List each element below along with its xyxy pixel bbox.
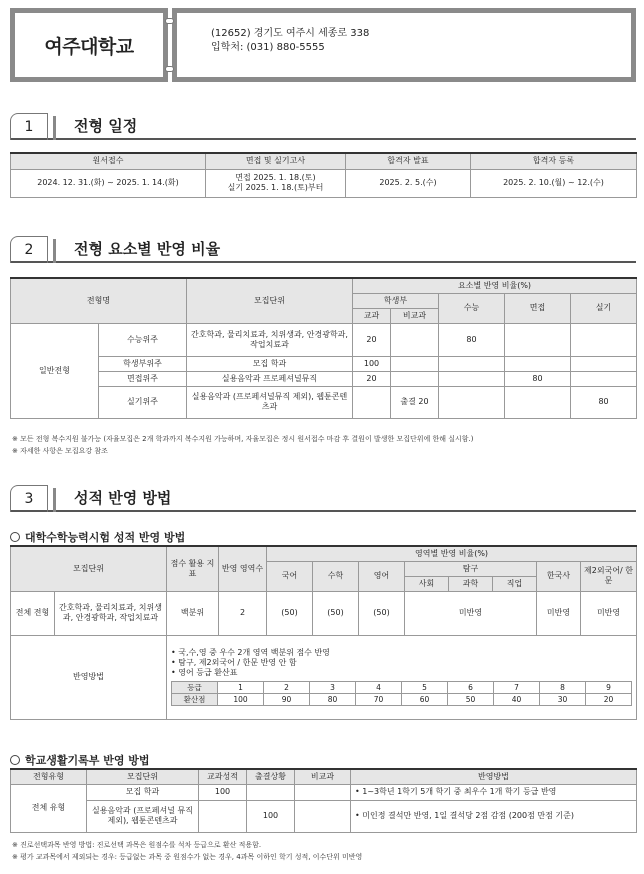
- section-1-heading: [10, 110, 636, 140]
- note: ※ 모든 전형 복수지원 불가능 (자율모집은 2개 학과까지 복수지원 가능하며, 자율모집은 정시 원서접수 마감 후 결원이 발생한 모집단위에 한해 실시함.): [12, 435, 474, 443]
- record-table: 전형유형 모집단위 교과성적 출결상황 비교과 반영방법 전체 유형 모집 학과 100 • 1~3학년 1학기 5개 학기 중 최우수 1개 학기 등급 반영 실용음악과 (프로페셔널 뮤직 제외), 웹툰콘텐츠과 100 • 미인정 결석만 반영, 1일 결석당 2점 감점 (200점 만점 기준): [10, 768, 637, 833]
- circle-bullet-icon: [10, 755, 20, 765]
- section-2-heading: [10, 233, 636, 263]
- ratio-table: [10, 277, 637, 419]
- section-number: 3: [10, 485, 48, 512]
- address: (12652) 경기도 여주시 세종로 338: [211, 28, 370, 39]
- csat-subheading: 대학수학능력시험 성적 반영 방법: [10, 529, 185, 545]
- th-csat: 수능: [439, 293, 505, 323]
- interview-dates: 면접 2025. 1. 18.(토) 실기 2025. 1. 18.(토)부터: [206, 169, 346, 197]
- note: ※ 진로선택과목 반영 방법: 진로선택 과목은 원점수를 석차 등급으로 환산 적용함.: [12, 841, 262, 849]
- english-grade-table: 등급 1 2 3 4 5 6 7 8 9 환산점 100 90 80 70 60 50 40 30 20: [171, 681, 632, 706]
- th-interview: 면접: [505, 293, 571, 323]
- section-3-heading: [10, 482, 636, 512]
- divider: [53, 116, 56, 140]
- th-interview: 면접 및 실기고사: [206, 153, 346, 169]
- register-period: 2025. 2. 10.(월) ~ 12.(수): [471, 169, 637, 197]
- th-record: 학생부: [353, 293, 439, 308]
- note: ※ 평가 교과목에서 제외되는 경우: 등급없는 과목 중 원점수가 없는 경우, 4과목 이하인 학기 성적, 이수단위 미반영: [12, 853, 363, 861]
- section-title: 전형 일정: [74, 117, 138, 135]
- th-subject: 교과: [353, 308, 391, 323]
- th-apply: 원서접수: [11, 153, 206, 169]
- record-subheading: 학교생활기록부 반영 방법: [10, 752, 150, 768]
- table-row: 전체 전형 간호학과, 물리치료과, 치위생과, 안경광학과, 작업치료과 백분위 2 (50) (50) (50) 미반영 미반영 미반영: [11, 591, 637, 635]
- method-label: 반영방법: [11, 635, 167, 719]
- section-number: 1: [10, 113, 48, 140]
- section-title: 성적 반영 방법: [74, 489, 172, 507]
- th-nonsubject: 비교과: [391, 308, 439, 323]
- th-unit: 모집단위: [11, 546, 167, 591]
- th-count: 반영 영역수: [219, 546, 267, 591]
- contact-box: [172, 8, 636, 82]
- phone: 입학처: (031) 880-5555: [211, 42, 325, 53]
- note: ※ 자세한 사항은 모집요강 참조: [12, 447, 108, 455]
- schedule-table: [10, 152, 637, 198]
- th-unit: 모집단위: [187, 278, 353, 323]
- th-area: 영역별 반영 비율(%): [267, 546, 637, 561]
- section-title: 전형 요소별 반영 비율: [74, 240, 221, 258]
- apply-period: 2024. 12. 31.(화) ~ 2025. 1. 14.(화): [11, 169, 206, 197]
- method-content: • 국,수,영 중 우수 2개 영역 백분위 점수 반영 • 탐구, 제2외국어 / 한문 반영 안 함 • 영어 등급 환산표 등급 1 2 3 4 5 6 7 8 9 환산점 100 90 80 70 60 50 40 30 20: [167, 635, 637, 719]
- table-row: 전체 유형 모집 학과 100 • 1~3학년 1학기 5개 학기 중 최우수 1개 학기 등급 반영: [11, 784, 637, 800]
- general-track: 일반전형: [11, 323, 99, 418]
- university-box: [10, 8, 168, 82]
- th-type: 전형명: [11, 278, 187, 323]
- th-score: 점수 활용 지표: [167, 546, 219, 591]
- announce-date: 2025. 2. 5.(수): [346, 169, 471, 197]
- th-announce: 합격자 발표: [346, 153, 471, 169]
- th-practical: 실기: [571, 293, 637, 323]
- section-number: 2: [10, 236, 48, 263]
- th-register: 합격자 등록: [471, 153, 637, 169]
- divider: [53, 239, 56, 263]
- method-row: [11, 635, 637, 719]
- university-name: 여주대학교: [44, 35, 134, 58]
- csat-table: 모집단위 점수 활용 지표 반영 영역수 영역별 반영 비율(%) 국어 수학 영어 탐구 한국사 제2외국어/ 한문 사회 과학 직업 전체 전형 간호학과, 물리치료과, 치위생과, 안경광학과, 작업치료과 백분위 2 (50) (50) (50) 미반영 미반영 미반영 반영방법 • 국,수,영 중 우수 2개 영역 백분위 점수 반영 • 탐구, 제2외국어 / 한문 반영 안 함 • 영어 등급 환산표 등급 1 2 3 4 5 6 7 8 9 환산점 100 90 80 70 60 50 40 30 20: [10, 545, 637, 720]
- th-ratio: 요소별 반영 비율(%): [353, 278, 637, 293]
- table-row: 일반전형 수능위주 간호학과, 물리치료과, 치위생과, 안경광학과, 작업치료과 20 80: [11, 323, 637, 356]
- table-row: 면접위주 실용음악과 프로페셔널뮤직 20 80: [11, 371, 637, 386]
- binder-ring-icon: [165, 18, 174, 24]
- table-row: 실기위주 실용음악과 (프로페셔널뮤직 제외), 웹툰콘텐츠과 출결 20 80: [11, 386, 637, 418]
- divider: [53, 488, 56, 512]
- header: [10, 8, 636, 82]
- binder-ring-icon: [165, 66, 174, 72]
- table-row: 실용음악과 (프로페셔널 뮤직 제외), 웹툰콘텐츠과 100 • 미인정 결석만 반영, 1일 결석당 2점 감점 (200점 만점 기준): [11, 800, 637, 832]
- circle-bullet-icon: [10, 532, 20, 542]
- table-row: 학생부위주 모집 학과 100: [11, 356, 637, 371]
